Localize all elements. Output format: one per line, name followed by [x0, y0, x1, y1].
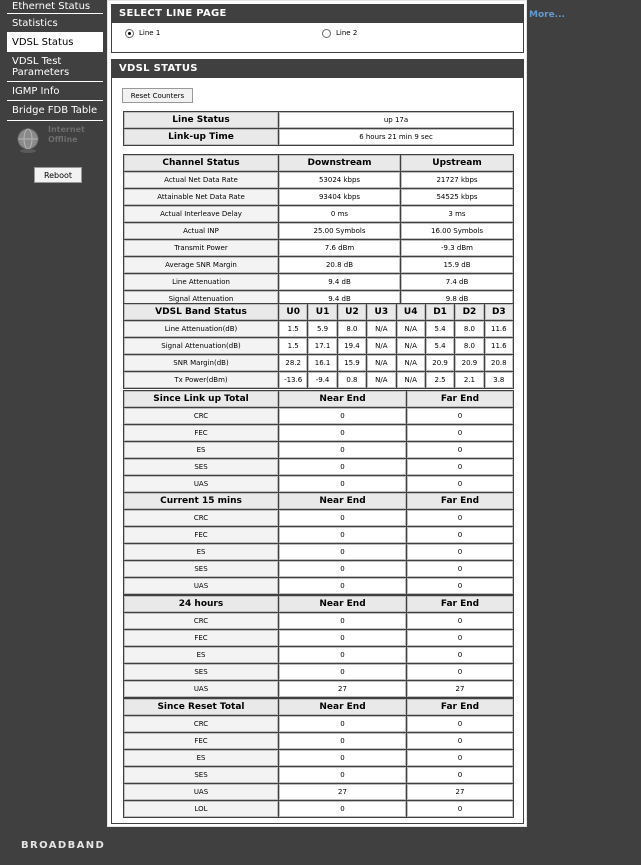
- sidebar-item-bridge-fdb-table[interactable]: Bridge FDB Table: [7, 101, 103, 121]
- table-row: [124, 510, 513, 526]
- table-cell: 0: [279, 664, 406, 680]
- main-content: [107, 0, 527, 827]
- sidebar-item-igmp-info[interactable]: IGMP Info: [7, 82, 103, 101]
- table-row: [124, 257, 513, 273]
- table-header-row: [124, 304, 513, 320]
- table-cell: 9.4 dB: [279, 291, 400, 307]
- table-cell: 16.1: [308, 355, 336, 371]
- band-status-table: [123, 303, 514, 389]
- row-label: UAS: [124, 476, 278, 492]
- row-label: Actual Net Data Rate: [124, 172, 278, 188]
- table-cell: N/A: [367, 355, 395, 371]
- line-1-label: Line 1: [139, 29, 161, 37]
- row-label: Actual Interleave Delay: [124, 206, 278, 222]
- column-header: Current 15 mins: [124, 493, 278, 509]
- column-header: Far End: [407, 391, 513, 407]
- column-header: VDSL Band Status: [124, 304, 278, 320]
- row-label: Line Attenuation: [124, 274, 278, 290]
- table-cell: 0: [407, 647, 513, 663]
- column-header: 24 hours: [124, 596, 278, 612]
- column-header: D2: [455, 304, 483, 320]
- table-cell: 28.2: [279, 355, 307, 371]
- table-cell: 25.00 Symbols: [279, 223, 400, 239]
- column-header: Downstream: [279, 155, 400, 171]
- table-cell: 27: [407, 784, 513, 800]
- 24-hours-table: [123, 595, 514, 698]
- table-row: [124, 476, 513, 492]
- column-header: Channel Status: [124, 155, 278, 171]
- table-cell: 0: [407, 527, 513, 543]
- row-label: Signal Attenuation(dB): [124, 338, 278, 354]
- table-row: [124, 716, 513, 732]
- table-cell: N/A: [397, 372, 425, 388]
- table-cell: 0: [279, 733, 406, 749]
- table-cell: 0: [407, 442, 513, 458]
- row-label: Line Attenuation(dB): [124, 321, 278, 337]
- column-header: Far End: [407, 699, 513, 715]
- table-row: [124, 750, 513, 766]
- table-row: [124, 527, 513, 543]
- table-cell: 19.4: [338, 338, 366, 354]
- reset-counters-button[interactable]: Reset Counters: [122, 88, 193, 103]
- row-label: FEC: [124, 425, 278, 441]
- row-label: CRC: [124, 716, 278, 732]
- table-cell: 27: [407, 681, 513, 697]
- table-row: [124, 681, 513, 697]
- table-cell: 27: [279, 681, 406, 697]
- table-cell: -9.3 dBm: [401, 240, 513, 256]
- table-cell: 0: [279, 527, 406, 543]
- table-row: [124, 355, 513, 371]
- column-header: Since Link up Total: [124, 391, 278, 407]
- table-row: [124, 223, 513, 239]
- table-cell: 0: [279, 801, 406, 817]
- table-cell: N/A: [397, 355, 425, 371]
- since-reset-table: [123, 698, 514, 818]
- table-cell: 2.1: [455, 372, 483, 388]
- table-cell: 0: [279, 750, 406, 766]
- table-header-row: [124, 155, 513, 171]
- table-cell: 0: [279, 578, 406, 594]
- sidebar-item-vdsl-status[interactable]: VDSL Status: [7, 33, 103, 52]
- table-cell: 1.5: [279, 338, 307, 354]
- table-cell: 0: [407, 613, 513, 629]
- table-row: [124, 767, 513, 783]
- table-cell: 7.4 dB: [401, 274, 513, 290]
- row-label: ES: [124, 750, 278, 766]
- table-cell: 0.8: [338, 372, 366, 388]
- line-radio-group: [112, 23, 523, 51]
- row-label: Transmit Power: [124, 240, 278, 256]
- table-row: [124, 647, 513, 663]
- table-cell: 54525 kbps: [401, 189, 513, 205]
- table-row: [124, 206, 513, 222]
- table-row: [124, 189, 513, 205]
- table-cell: 20.8 dB: [279, 257, 400, 273]
- table-cell: 15.9: [338, 355, 366, 371]
- row-label: CRC: [124, 510, 278, 526]
- link-up-time-label: Link-up Time: [124, 129, 278, 145]
- table-cell: 0: [407, 664, 513, 680]
- line-2-label: Line 2: [336, 29, 358, 37]
- table-cell: 0 ms: [279, 206, 400, 222]
- select-line-title: SELECT LINE PAGE: [112, 5, 523, 23]
- table-header-row: [124, 391, 513, 407]
- row-label: FEC: [124, 527, 278, 543]
- table-cell: 0: [279, 630, 406, 646]
- table-header-row: [124, 596, 513, 612]
- table-row: [124, 459, 513, 475]
- table-cell: 1.5: [279, 321, 307, 337]
- footer: [7, 829, 634, 865]
- row-label: FEC: [124, 630, 278, 646]
- table-cell: 0: [407, 544, 513, 560]
- row-label: CRC: [124, 408, 278, 424]
- table-cell: 0: [279, 647, 406, 663]
- globe-offline-icon: [15, 127, 41, 153]
- table-row: [124, 425, 513, 441]
- table-cell: 0: [279, 716, 406, 732]
- column-header: Near End: [279, 699, 406, 715]
- table-cell: 0: [279, 425, 406, 441]
- sidebar-item-ethernet-status[interactable]: Ethernet Status: [7, 0, 103, 14]
- vdsl-status-panel: [111, 59, 524, 824]
- line-status-value: up 17a: [279, 112, 513, 128]
- table-cell: 21727 kbps: [401, 172, 513, 188]
- table-cell: 0: [407, 476, 513, 492]
- table-cell: 0: [407, 578, 513, 594]
- table-cell: 27: [279, 784, 406, 800]
- table-cell: 0: [407, 716, 513, 732]
- table-cell: N/A: [367, 321, 395, 337]
- select-line-panel: [111, 4, 524, 53]
- row-label: ES: [124, 647, 278, 663]
- table-cell: 3.8: [485, 372, 513, 388]
- table-cell: 2.5: [426, 372, 454, 388]
- table-cell: 0: [279, 476, 406, 492]
- column-header: Near End: [279, 391, 406, 407]
- table-cell: 16.00 Symbols: [401, 223, 513, 239]
- table-row: [124, 129, 513, 145]
- column-header: Far End: [407, 493, 513, 509]
- row-label: Average SNR Margin: [124, 257, 278, 273]
- table-cell: 20.9: [426, 355, 454, 371]
- sidebar-item-vdsl-test-parameters[interactable]: VDSL Test Parameters: [7, 52, 103, 82]
- table-cell: 0: [407, 801, 513, 817]
- row-label: UAS: [124, 784, 278, 800]
- since-link-up-table: [123, 390, 514, 493]
- column-header: U3: [367, 304, 395, 320]
- table-cell: 0: [279, 442, 406, 458]
- table-row: [124, 172, 513, 188]
- table-cell: 0: [279, 408, 406, 424]
- column-header: U2: [338, 304, 366, 320]
- current-15-mins-table: [123, 492, 514, 595]
- table-row: [124, 561, 513, 577]
- table-row: [124, 372, 513, 388]
- table-cell: 8.0: [455, 321, 483, 337]
- table-cell: 11.6: [485, 321, 513, 337]
- table-row: [124, 630, 513, 646]
- internet-status-widget: [7, 121, 103, 161]
- column-header: Far End: [407, 596, 513, 612]
- table-row: [124, 274, 513, 290]
- table-cell: 8.0: [455, 338, 483, 354]
- table-row: [124, 613, 513, 629]
- row-label: UAS: [124, 681, 278, 697]
- column-header: Upstream: [401, 155, 513, 171]
- table-cell: 8.0: [338, 321, 366, 337]
- vdsl-status-title: VDSL STATUS: [112, 60, 523, 78]
- table-cell: 0: [407, 630, 513, 646]
- table-cell: 0: [279, 459, 406, 475]
- row-label: SES: [124, 561, 278, 577]
- table-row: [124, 338, 513, 354]
- table-row: [124, 240, 513, 256]
- table-cell: 5.4: [426, 321, 454, 337]
- row-label: UAS: [124, 578, 278, 594]
- column-header: D3: [485, 304, 513, 320]
- sidebar-item-statistics[interactable]: Statistics: [7, 14, 103, 33]
- table-cell: 3 ms: [401, 206, 513, 222]
- table-cell: 20.8: [485, 355, 513, 371]
- row-label: SES: [124, 664, 278, 680]
- column-header: Near End: [279, 493, 406, 509]
- column-header: Near End: [279, 596, 406, 612]
- row-label: Attainable Net Data Rate: [124, 189, 278, 205]
- table-cell: 0: [407, 510, 513, 526]
- table-cell: 0: [407, 459, 513, 475]
- internet-status-text: Internet Offline: [48, 125, 85, 144]
- table-cell: -13.6: [279, 372, 307, 388]
- table-cell: 7.6 dBm: [279, 240, 400, 256]
- table-cell: -9.4: [308, 372, 336, 388]
- row-label: ES: [124, 544, 278, 560]
- line-2-radio[interactable]: [322, 29, 331, 38]
- table-cell: 93404 kbps: [279, 189, 400, 205]
- table-cell: 0: [279, 510, 406, 526]
- row-label: SES: [124, 459, 278, 475]
- row-label: ES: [124, 442, 278, 458]
- row-label: Actual INP: [124, 223, 278, 239]
- row-label: Tx Power(dBm): [124, 372, 278, 388]
- table-row: [124, 664, 513, 680]
- table-row: [124, 321, 513, 337]
- table-cell: 20.9: [455, 355, 483, 371]
- sidebar: [7, 0, 103, 827]
- table-cell: 0: [407, 733, 513, 749]
- table-cell: 9.4 dB: [279, 274, 400, 290]
- table-cell: 0: [279, 767, 406, 783]
- channel-status-table: [123, 154, 514, 308]
- column-header: U1: [308, 304, 336, 320]
- table-header-row: [124, 493, 513, 509]
- row-label: Signal Attenuation: [124, 291, 278, 307]
- table-row: [124, 733, 513, 749]
- table-row: [124, 442, 513, 458]
- table-cell: 0: [407, 767, 513, 783]
- table-cell: 0: [279, 544, 406, 560]
- table-cell: 0: [279, 613, 406, 629]
- row-label: FEC: [124, 733, 278, 749]
- more-link[interactable]: More...: [529, 10, 565, 20]
- row-label: LOL: [124, 801, 278, 817]
- table-cell: 15.9 dB: [401, 257, 513, 273]
- line-1-radio[interactable]: [125, 29, 134, 38]
- table-cell: 53024 kbps: [279, 172, 400, 188]
- table-row: [124, 784, 513, 800]
- line-status-label: Line Status: [124, 112, 278, 128]
- table-cell: 0: [279, 561, 406, 577]
- table-row: [124, 578, 513, 594]
- row-label: SES: [124, 767, 278, 783]
- table-cell: 17.1: [308, 338, 336, 354]
- line-status-table: [123, 111, 514, 146]
- column-header: D1: [426, 304, 454, 320]
- table-cell: N/A: [397, 338, 425, 354]
- table-cell: N/A: [397, 321, 425, 337]
- table-row: [124, 544, 513, 560]
- reboot-button[interactable]: Reboot: [34, 167, 82, 183]
- table-cell: 5.4: [426, 338, 454, 354]
- table-row: [124, 112, 513, 128]
- table-cell: 0: [407, 750, 513, 766]
- table-cell: 0: [407, 561, 513, 577]
- table-cell: 0: [407, 425, 513, 441]
- column-header: Since Reset Total: [124, 699, 278, 715]
- row-label: CRC: [124, 613, 278, 629]
- table-header-row: [124, 699, 513, 715]
- table-cell: N/A: [367, 372, 395, 388]
- column-header: U0: [279, 304, 307, 320]
- brand-logo: BROADBAND: [21, 840, 106, 851]
- link-up-time-value: 6 hours 21 min 9 sec: [279, 129, 513, 145]
- table-cell: N/A: [367, 338, 395, 354]
- table-cell: 5.9: [308, 321, 336, 337]
- table-row: [124, 801, 513, 817]
- column-header: U4: [397, 304, 425, 320]
- table-cell: 11.6: [485, 338, 513, 354]
- table-cell: 9.8 dB: [401, 291, 513, 307]
- table-row: [124, 408, 513, 424]
- row-label: SNR Margin(dB): [124, 355, 278, 371]
- table-cell: 0: [407, 408, 513, 424]
